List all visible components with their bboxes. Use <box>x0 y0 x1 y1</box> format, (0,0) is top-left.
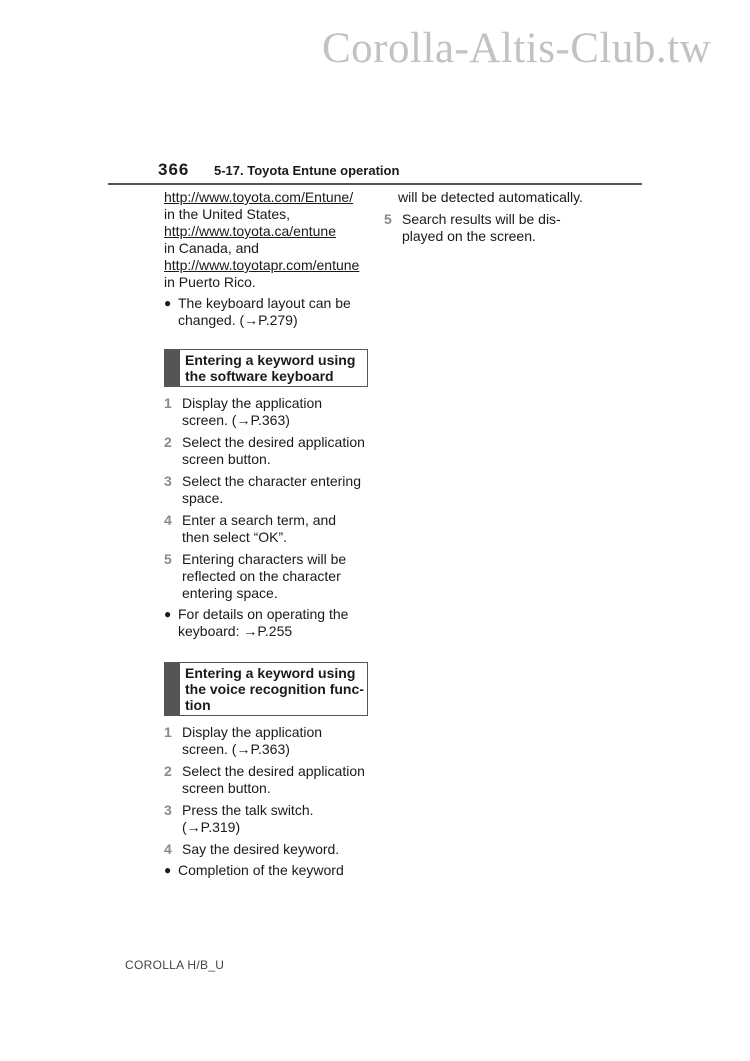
step-line: Press the talk switch. <box>182 802 314 818</box>
link-puerto-rico-region: in Puerto Rico. <box>164 274 256 290</box>
bullet-icon: ● <box>164 863 172 877</box>
step-number: 3 <box>164 473 172 489</box>
heading-line: the voice recognition func- <box>185 681 364 697</box>
bullet-icon: ● <box>164 607 172 621</box>
step-number: 1 <box>164 724 172 740</box>
note-line: For details on operating the <box>178 606 349 622</box>
continuation-text: will be detected automatically. <box>398 189 583 205</box>
step-line: screen. (→P.363) <box>182 412 290 428</box>
step-item <box>164 512 369 546</box>
footer-label: COROLLA H/B_U <box>125 958 225 972</box>
step-number: 5 <box>164 551 172 567</box>
software-keyboard-heading <box>164 349 368 387</box>
step-line: Select the desired application <box>182 434 365 450</box>
heading-line: Entering a keyword using <box>185 665 356 681</box>
step-item <box>384 211 599 245</box>
step-line: Display the application <box>182 395 323 411</box>
step-line: space. <box>182 490 224 506</box>
step-line: Select the character entering <box>182 473 361 489</box>
link-us-region: in the United States, <box>164 206 291 222</box>
step-item <box>164 434 369 468</box>
link-us[interactable]: http://www.toyota.com/Entune/ <box>164 189 354 205</box>
step-line: Enter a search term, and <box>182 512 337 528</box>
step-item <box>164 841 369 858</box>
software-keyboard-steps <box>164 395 369 602</box>
heading-bar <box>165 350 180 386</box>
step-line: Entering characters will be <box>182 551 347 567</box>
page-number: 366 <box>158 160 190 179</box>
step-line: then select “OK”. <box>182 529 288 545</box>
heading-line: tion <box>185 697 211 713</box>
link-puerto-rico[interactable]: http://www.toyotapr.com/entune <box>164 257 360 273</box>
header-rule <box>108 183 642 185</box>
step-number: 2 <box>164 763 172 779</box>
step-item <box>164 551 369 602</box>
url-list <box>164 189 369 291</box>
step-line: screen. (→P.363) <box>182 741 290 757</box>
keyboard-layout-note <box>164 295 369 329</box>
step-line: reflected on the character <box>182 568 341 584</box>
step-line: entering space. <box>182 585 278 601</box>
bullet-icon: ● <box>164 296 172 310</box>
heading-line: the software keyboard <box>185 368 334 384</box>
step-number: 1 <box>164 395 172 411</box>
step-line: played on the screen. <box>402 228 536 244</box>
heading-bar <box>165 663 180 715</box>
step-line: screen button. <box>182 451 271 467</box>
step-number: 5 <box>384 211 392 227</box>
step-line: (→P.319) <box>182 819 241 835</box>
step-line: screen button. <box>182 780 271 796</box>
heading-line: Entering a keyword using <box>185 352 356 368</box>
voice-recognition-steps <box>164 724 369 858</box>
voice-recognition-heading <box>164 662 368 716</box>
step-number: 4 <box>164 512 172 528</box>
link-canada-region: in Canada, and <box>164 240 259 256</box>
left-column <box>164 189 369 879</box>
link-canada[interactable]: http://www.toyota.ca/entune <box>164 223 336 239</box>
step-line: Search results will be dis- <box>402 211 561 227</box>
keyword-completion-note <box>164 862 369 879</box>
step-item <box>164 763 369 797</box>
note-line: keyboard: →P.255 <box>178 623 293 639</box>
step-number: 3 <box>164 802 172 818</box>
step-line: Select the desired application <box>182 763 365 779</box>
step-item <box>164 473 369 507</box>
step-item <box>164 802 369 836</box>
step-item <box>164 724 369 758</box>
watermark: Corolla-Altis-Club.tw <box>322 25 712 72</box>
note-line: changed. (→P.279) <box>178 312 298 328</box>
step-item <box>164 395 369 429</box>
step-line: Display the application <box>182 724 323 740</box>
step-number: 2 <box>164 434 172 450</box>
note-line: The keyboard layout can be <box>178 295 351 311</box>
note-line: Completion of the keyword <box>178 862 344 878</box>
step-number: 4 <box>164 841 172 857</box>
step-line: Say the desired keyword. <box>182 841 340 857</box>
right-column <box>384 189 599 245</box>
section-title: 5-17. Toyota Entune operation <box>214 163 400 178</box>
keyboard-details-note <box>164 606 369 640</box>
